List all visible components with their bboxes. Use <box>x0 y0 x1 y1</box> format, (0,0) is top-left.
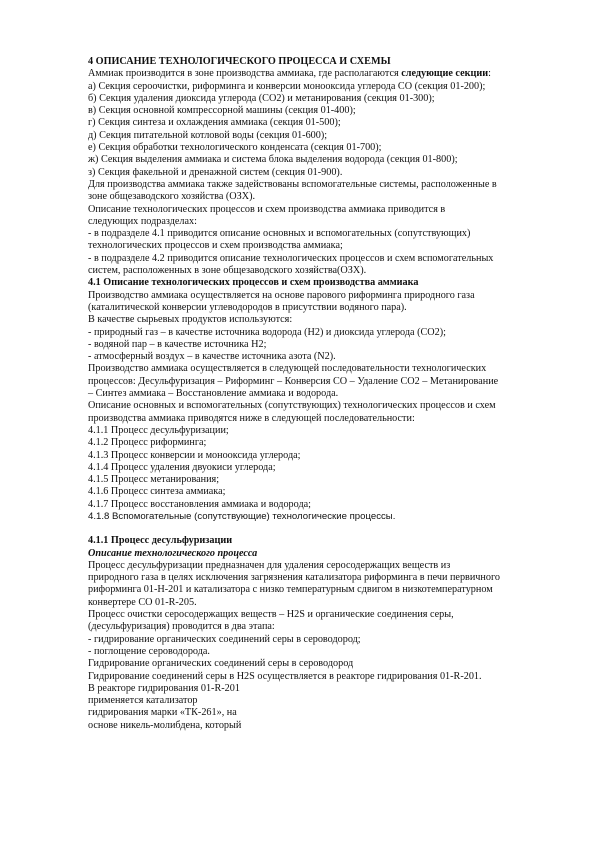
description-line-6: систем, расположенных в зоне общезаводского хозяйства(ОЗХ). <box>88 265 367 277</box>
subsection-4-1-1-title: 4.1.1 Процесс десульфуризации <box>88 535 233 547</box>
section-item-d: г) Секция синтеза и охлаждения аммиака (секция 01-500); <box>88 117 341 129</box>
process-item-2: 4.1.2 Процесс риформинга; <box>88 437 207 449</box>
section-item-g: ж) Секция выделения аммиака и система блока выделения водорода (секция 01-800); <box>88 154 458 166</box>
desulf-line-3: риформинга 01-H-201 и катализатора с низко температурным сдвигом в низкотемпературном <box>88 584 493 596</box>
intro-bold: следующие секции <box>401 68 489 80</box>
desulf-line-5: Процесс очистки серосодержащих веществ – H2S и органические соединения серы, <box>88 609 454 621</box>
desulf-line-10: Гидрирование соединений серы в H2S осуществляется в реакторе гидрирования 01-R-201. <box>88 670 482 682</box>
section-item-a: а) Секция сероочистки, риформинга и конверсии монооксида углерода CO (секция 01-200); <box>88 80 486 92</box>
description-line-3: - в подразделе 4.1 приводится описание основных и вспомогательных (сопутствующих) <box>88 228 471 240</box>
raw-materials-line-3: - водяной пар – в качестве источника H2; <box>88 338 267 350</box>
process-item-7: 4.1.7 Процесс восстановления аммиака и водорода; <box>88 498 311 510</box>
process-item-8: 4.1.8 Вспомогательные (сопутствующие) технологические процессы. <box>88 510 396 522</box>
process-item-6: 4.1.6 Процесс синтеза аммиака; <box>88 486 226 498</box>
process-item-1: 4.1.1 Процесс десульфуризации; <box>88 424 229 436</box>
intro-suffix: : <box>488 68 491 80</box>
description-line-4: технологических процессов и схем производства аммиака; <box>88 240 343 252</box>
section-item-h: з) Секция факельной и дренажной систем (секция 01-900). <box>88 166 343 178</box>
desulf-line-6: (десульфуризация) проводится в два этапа: <box>88 621 275 633</box>
desulf-line-14: основе никель-молибдена, который <box>88 719 242 731</box>
subsection-4-1-title: 4.1 Описание технологических процессов и схем производства аммиака <box>88 277 419 289</box>
sequence-line-5: производства аммиака приводятся ниже в следующей последовательности: <box>88 412 415 424</box>
process-item-3: 4.1.3 Процесс конверсии и монооксида углерода; <box>88 449 301 461</box>
sequence-line-1: Производство аммиака осуществляется в следующей последовательности технологических <box>88 363 487 375</box>
sequence-line-2: процессов: Десульфуризация – Риформинг – Конверсия CO – Удаление CO2 – Метанирование <box>88 375 499 387</box>
process-item-5: 4.1.5 Процесс метанирования; <box>88 474 220 486</box>
sequence-line-4: Описание основных и вспомогательных (сопутствующих) технологических процессов и схем <box>88 400 496 412</box>
section-item-b: б) Секция удаления диоксида углерода (CO2) и метанирования (секция 01-300); <box>88 92 435 104</box>
subsection-4-1-1-subtitle: Описание технологического процесса <box>88 547 258 559</box>
description-line-2: следующих подразделах: <box>88 215 197 227</box>
desulf-line-13: гидрирования марки «ТК-261», на <box>88 707 237 719</box>
raw-materials-line-2: - природный газ – в качестве источника водорода (H2) и диоксида углерода (CO2); <box>88 326 446 338</box>
section-item-f: е) Секция обработки технологического конденсата (секция 01-700); <box>88 142 382 154</box>
basis-line-1: Производство аммиака осуществляется на основе парового риформинга природного газа <box>88 289 475 301</box>
desulf-line-8: - поглощение сероводорода. <box>88 645 210 657</box>
section-item-c: в) Секция основной компрессорной машины (секция 01-400); <box>88 105 356 117</box>
systems-line-1: Для производства аммиака также задействованы вспомогательные системы, расположенные в <box>88 178 497 190</box>
desulf-line-7: - гидрирование органических соединений серы в сероводород; <box>88 633 361 645</box>
description-line-1: Описание технологических процессов и схем производства аммиака приводится в <box>88 203 446 215</box>
intro-prefix: Аммиак производится в зоне производства аммиака, где располагаются <box>88 68 402 80</box>
process-item-4: 4.1.4 Процесс удаления двуокиси углерода; <box>88 461 276 473</box>
spacer <box>88 523 558 535</box>
basis-line-2: (каталитической конверсии углеводородов в присутствии водяного пара). <box>88 301 407 313</box>
desulf-line-4: конвертере CO 01-R-205. <box>88 596 197 608</box>
systems-line-2: зоне общезаводского хозяйства (ОЗХ). <box>88 191 256 203</box>
document-page <box>88 56 558 732</box>
section-title: 4 ОПИСАНИЕ ТЕХНОЛОГИЧЕСКОГО ПРОЦЕССА И СХЕМЫ <box>88 56 391 67</box>
desulf-line-11: В реакторе гидрирования 01-R-201 <box>88 682 240 694</box>
desulf-line-1: Процесс десульфуризации предназначен для удаления серосодержащих веществ из <box>88 559 451 571</box>
raw-materials-line-1: В качестве сырьевых продуктов используются: <box>88 314 293 326</box>
desulf-line-12: применяется катализатор <box>88 695 198 707</box>
sequence-line-3: – Синтез аммиака – Восстановление аммиака и водорода. <box>88 388 339 400</box>
description-line-5: - в подразделе 4.2 приводится описание технологических процессов и схем вспомогательных <box>88 252 494 264</box>
section-item-e: д) Секция питательной котловой воды (секция 01-600); <box>88 129 328 141</box>
desulf-line-2: природного газа в целях исключения загрязнения катализатора риформинга в печи первичного <box>88 572 500 584</box>
raw-materials-line-4: - атмосферный воздух – в качестве источника азота (N2). <box>88 351 336 363</box>
intro-paragraph <box>88 68 558 80</box>
desulf-line-9: Гидрирование органических соединений серы в сероводород <box>88 658 354 670</box>
